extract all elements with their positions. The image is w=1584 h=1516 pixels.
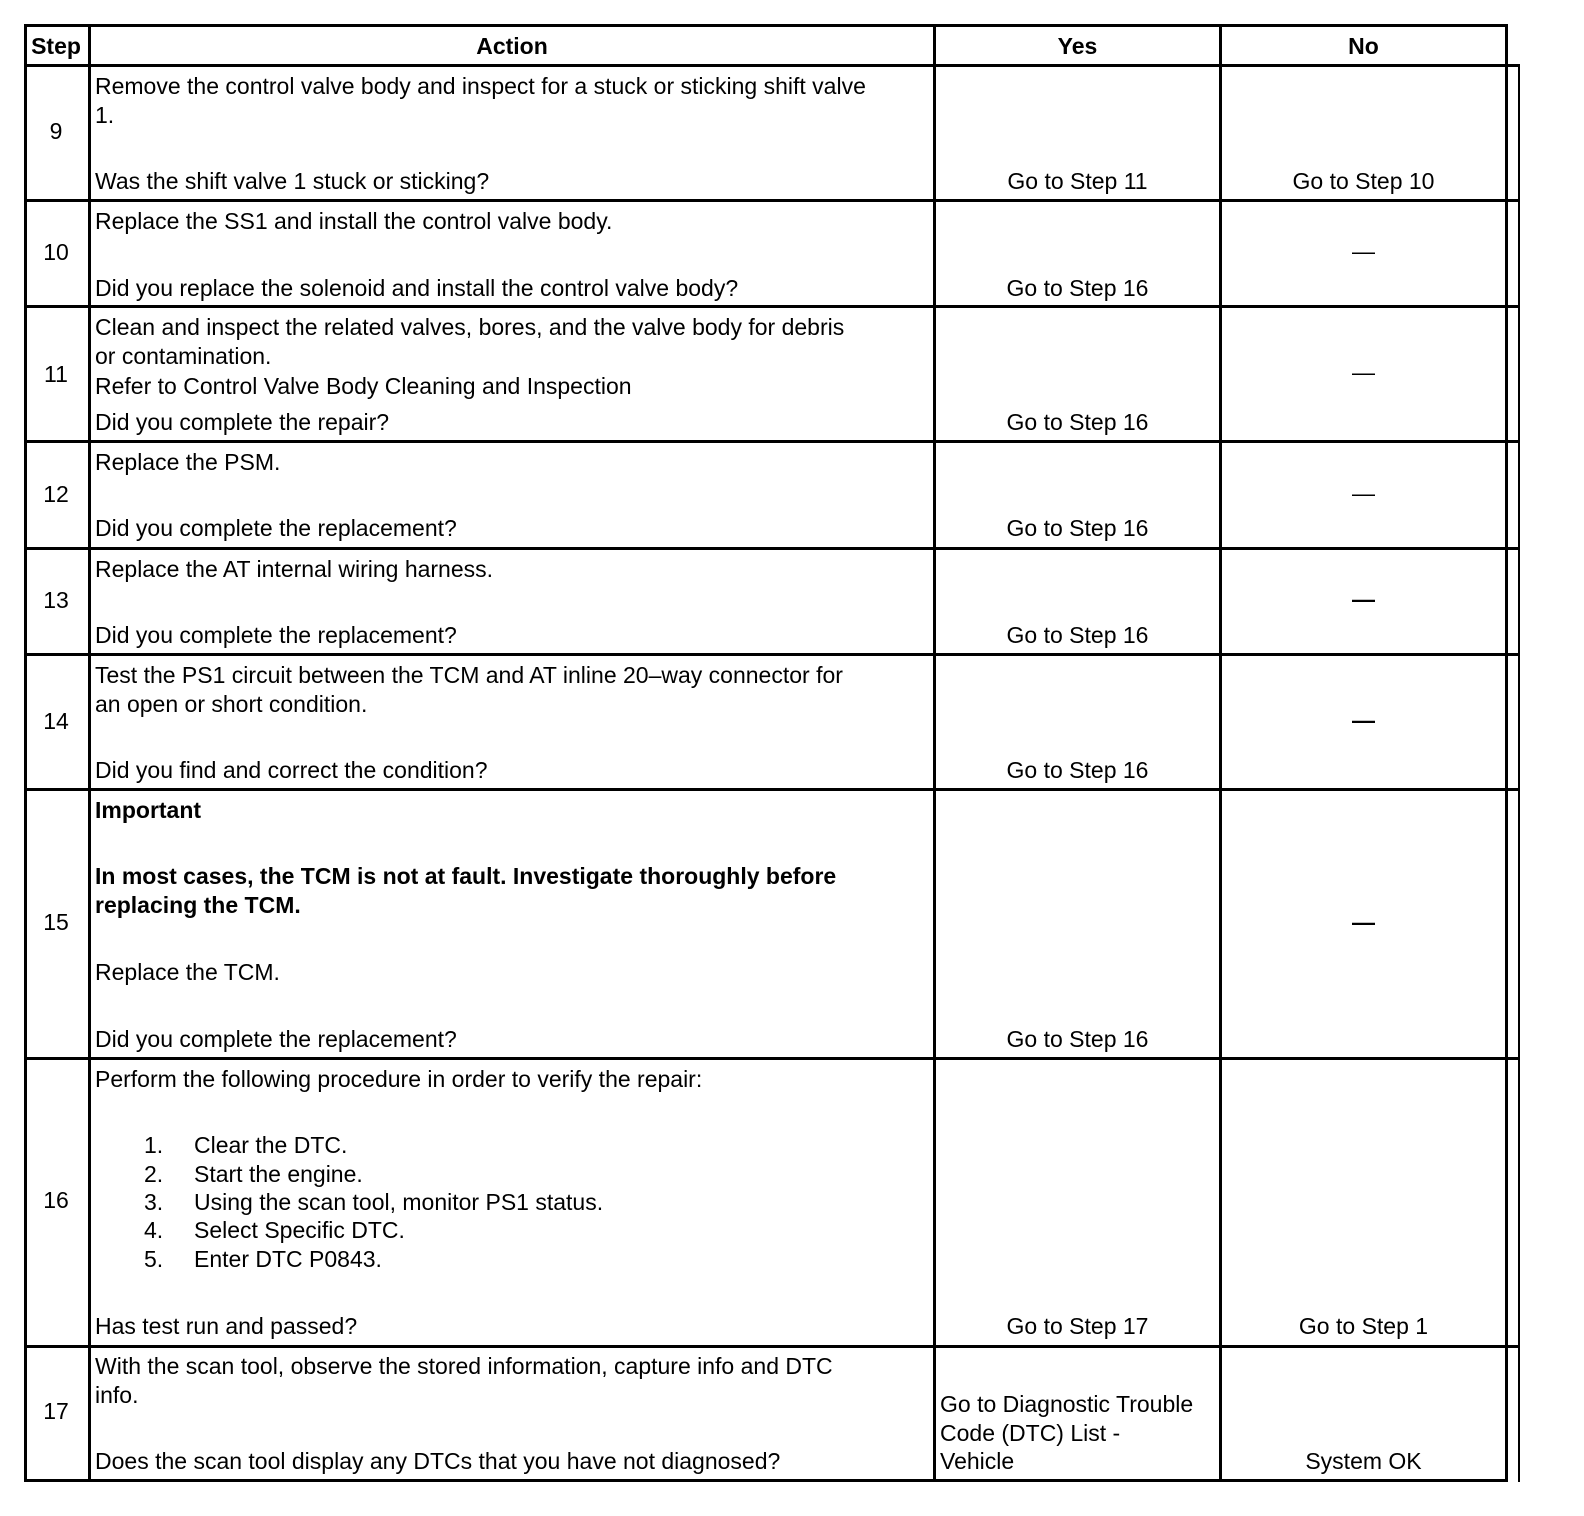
- important-label: Important: [95, 797, 202, 823]
- procedure-step: Start the engine.: [194, 1161, 363, 1187]
- procedure-step: Select Specific DTC.: [194, 1217, 405, 1243]
- no-result: —: [1352, 586, 1375, 612]
- action-text: Remove the control valve body and inspect for a stuck or sticking shift valve: [95, 73, 866, 99]
- yes-result: Go to Step 16: [1006, 1026, 1149, 1052]
- action-reference: Refer to Control Valve Body Cleaning and Inspection: [95, 373, 632, 399]
- yes-result: Go to Diagnostic Trouble: [940, 1391, 1194, 1417]
- action-question: Did you replace the solenoid and install the control valve body?: [95, 275, 739, 301]
- yes-result: Go to Step 16: [1006, 622, 1149, 648]
- procedure-number: 5.: [144, 1246, 164, 1272]
- step-number: 12: [43, 481, 69, 507]
- procedure-step: Clear the DTC.: [194, 1132, 348, 1158]
- procedure-number: 2.: [144, 1161, 164, 1187]
- action-text: Replace the PSM.: [95, 449, 281, 475]
- procedure-number: 3.: [144, 1189, 164, 1215]
- action-text: or contamination.: [95, 343, 272, 369]
- no-result: —: [1352, 707, 1375, 733]
- yes-result: Go to Step 16: [1006, 409, 1149, 435]
- action-text: 1.: [95, 102, 115, 128]
- action-question: Was the shift valve 1 stuck or sticking?: [95, 168, 490, 194]
- action-question: Has test run and passed?: [95, 1313, 358, 1339]
- step-number: 16: [43, 1187, 69, 1213]
- action-text: info.: [95, 1382, 139, 1408]
- step-number: 14: [43, 708, 69, 734]
- important-note: In most cases, the TCM is not at fault. Investigate thoroughly before: [95, 863, 837, 889]
- no-result: —: [1352, 480, 1375, 506]
- no-result: —: [1352, 909, 1375, 935]
- action-question: Did you complete the repair?: [95, 409, 390, 435]
- header-no: No: [1348, 33, 1379, 59]
- yes-result: Code (DTC) List -: [940, 1420, 1121, 1446]
- yes-result: Go to Step 16: [1006, 757, 1149, 783]
- procedure-number: 4.: [144, 1217, 164, 1243]
- yes-result: Vehicle: [940, 1448, 1015, 1474]
- yes-result: Go to Step 16: [1006, 275, 1149, 301]
- no-result: —: [1352, 359, 1375, 385]
- action-text: With the scan tool, observe the stored information, capture info and DTC: [95, 1353, 833, 1379]
- action-text: Replace the SS1 and install the control valve body.: [95, 208, 613, 234]
- action-question: Did you complete the replacement?: [95, 622, 457, 648]
- step-number: 10: [43, 239, 69, 265]
- step-number: 9: [49, 118, 63, 144]
- header-yes: Yes: [1057, 33, 1098, 59]
- header-step: Step: [31, 33, 81, 59]
- action-text: Replace the TCM.: [95, 959, 280, 985]
- step-number: 11: [44, 361, 68, 387]
- yes-result: Go to Step 16: [1006, 515, 1149, 541]
- step-number: 17: [43, 1398, 69, 1424]
- action-text: Test the PS1 circuit between the TCM and AT inline 20–way connector for: [95, 662, 843, 688]
- no-result: Go to Step 1: [1298, 1313, 1429, 1339]
- procedure-step: Enter DTC P0843.: [194, 1246, 382, 1272]
- step-number: 13: [43, 587, 69, 613]
- action-text: Perform the following procedure in order to verify the repair:: [95, 1066, 703, 1092]
- action-text: Clean and inspect the related valves, bores, and the valve body for debris: [95, 314, 845, 340]
- action-question: Does the scan tool display any DTCs that you have not diagnosed?: [95, 1448, 781, 1474]
- diagnostic-table: [24, 24, 1520, 1488]
- header-action: Action: [476, 33, 548, 59]
- yes-result: Go to Step 17: [1006, 1313, 1149, 1339]
- procedure-number: 1.: [144, 1132, 164, 1158]
- action-question: Did you complete the replacement?: [95, 515, 457, 541]
- important-note: replacing the TCM.: [95, 892, 301, 918]
- step-number: 15: [43, 909, 69, 935]
- no-result: System OK: [1305, 1448, 1422, 1474]
- action-question: Did you complete the replacement?: [95, 1026, 457, 1052]
- no-result: Go to Step 10: [1292, 168, 1435, 194]
- yes-result: Go to Step 11: [1007, 168, 1148, 194]
- no-result: —: [1352, 238, 1375, 264]
- action-text: an open or short condition.: [95, 691, 368, 717]
- action-question: Did you find and correct the condition?: [95, 757, 488, 783]
- action-text: Replace the AT internal wiring harness.: [95, 556, 494, 582]
- procedure-step: Using the scan tool, monitor PS1 status.: [194, 1189, 604, 1215]
